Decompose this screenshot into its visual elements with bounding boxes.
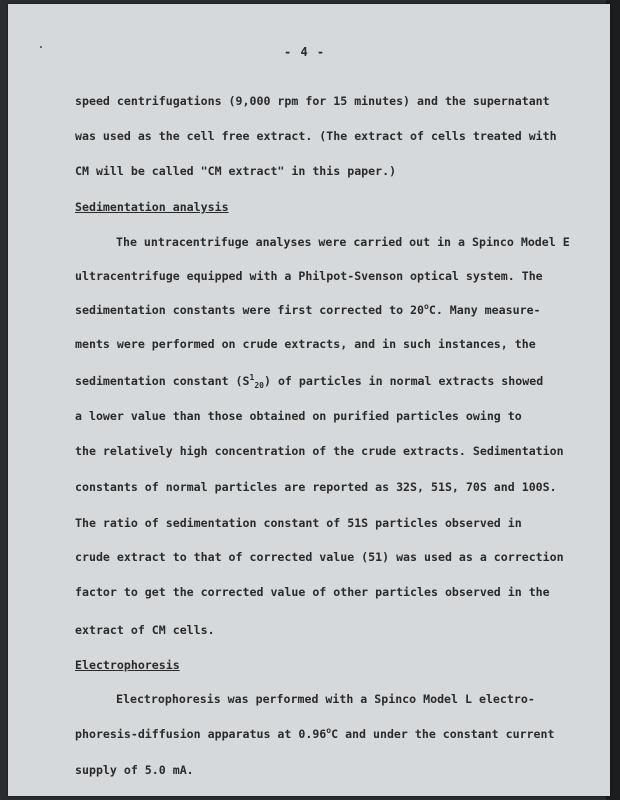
section-heading-electrophoresis: Electrophoresis	[75, 658, 180, 672]
text-line: speed centrifugations (9,000 rpm for 15 minutes) and the supernatant	[75, 94, 550, 108]
scan-speck	[40, 46, 42, 48]
text-line: ultracentrifuge equipped with a Philpot-Svenson optical system. The	[75, 269, 543, 283]
text-line: factor to get the corrected value of other particles observed in the	[75, 585, 550, 599]
text-line: sedimentation constants were first corrected to 20$^o$C. Many measure-	[75, 302, 541, 317]
section-heading-sedimentation: Sedimentation analysis	[75, 200, 229, 214]
degree-symbol: o	[424, 302, 429, 311]
text-line: ments were performed on crude extracts, and in such instances, the	[75, 337, 536, 351]
text-line: constants of normal particles are reported as 32S, 51S, 70S and 100S.	[75, 480, 557, 494]
page-number: - 4 -	[284, 45, 326, 59]
text-line: a lower value than those obtained on purified particles owing to	[75, 409, 522, 423]
text-line: sedimentation constant $(S^1_{20})$ of particles in normal extracts showed	[75, 373, 544, 390]
text-line: was used as the cell free extract. (The extract of cells treated with	[75, 129, 557, 143]
text-line: supply of 5.0 mA.	[75, 763, 194, 777]
document-page	[8, 4, 610, 796]
text-line: Electrophoresis was performed with a Spinco Model L electro-	[116, 692, 535, 706]
text-line: the relatively high concentration of the crude extracts. Sedimentation	[75, 444, 564, 458]
text-line: phoresis-diffusion apparatus at 0.96$^o$C and under the constant current	[75, 726, 555, 741]
text-line: CM will be called "CM extract" in this paper.)	[75, 164, 397, 178]
text-line: The untracentrifuge analyses were carried out in a Spinco Model E	[116, 235, 570, 249]
text-line: extract of CM cells.	[75, 623, 215, 637]
superscript: 1	[249, 373, 255, 382]
subscript: 20	[254, 381, 264, 390]
text-line: The ratio of sedimentation constant of 51S particles observed in	[75, 516, 522, 530]
text-line: crude extract to that of corrected value (51) was used as a correction	[75, 550, 564, 564]
degree-symbol: o	[326, 726, 332, 735]
